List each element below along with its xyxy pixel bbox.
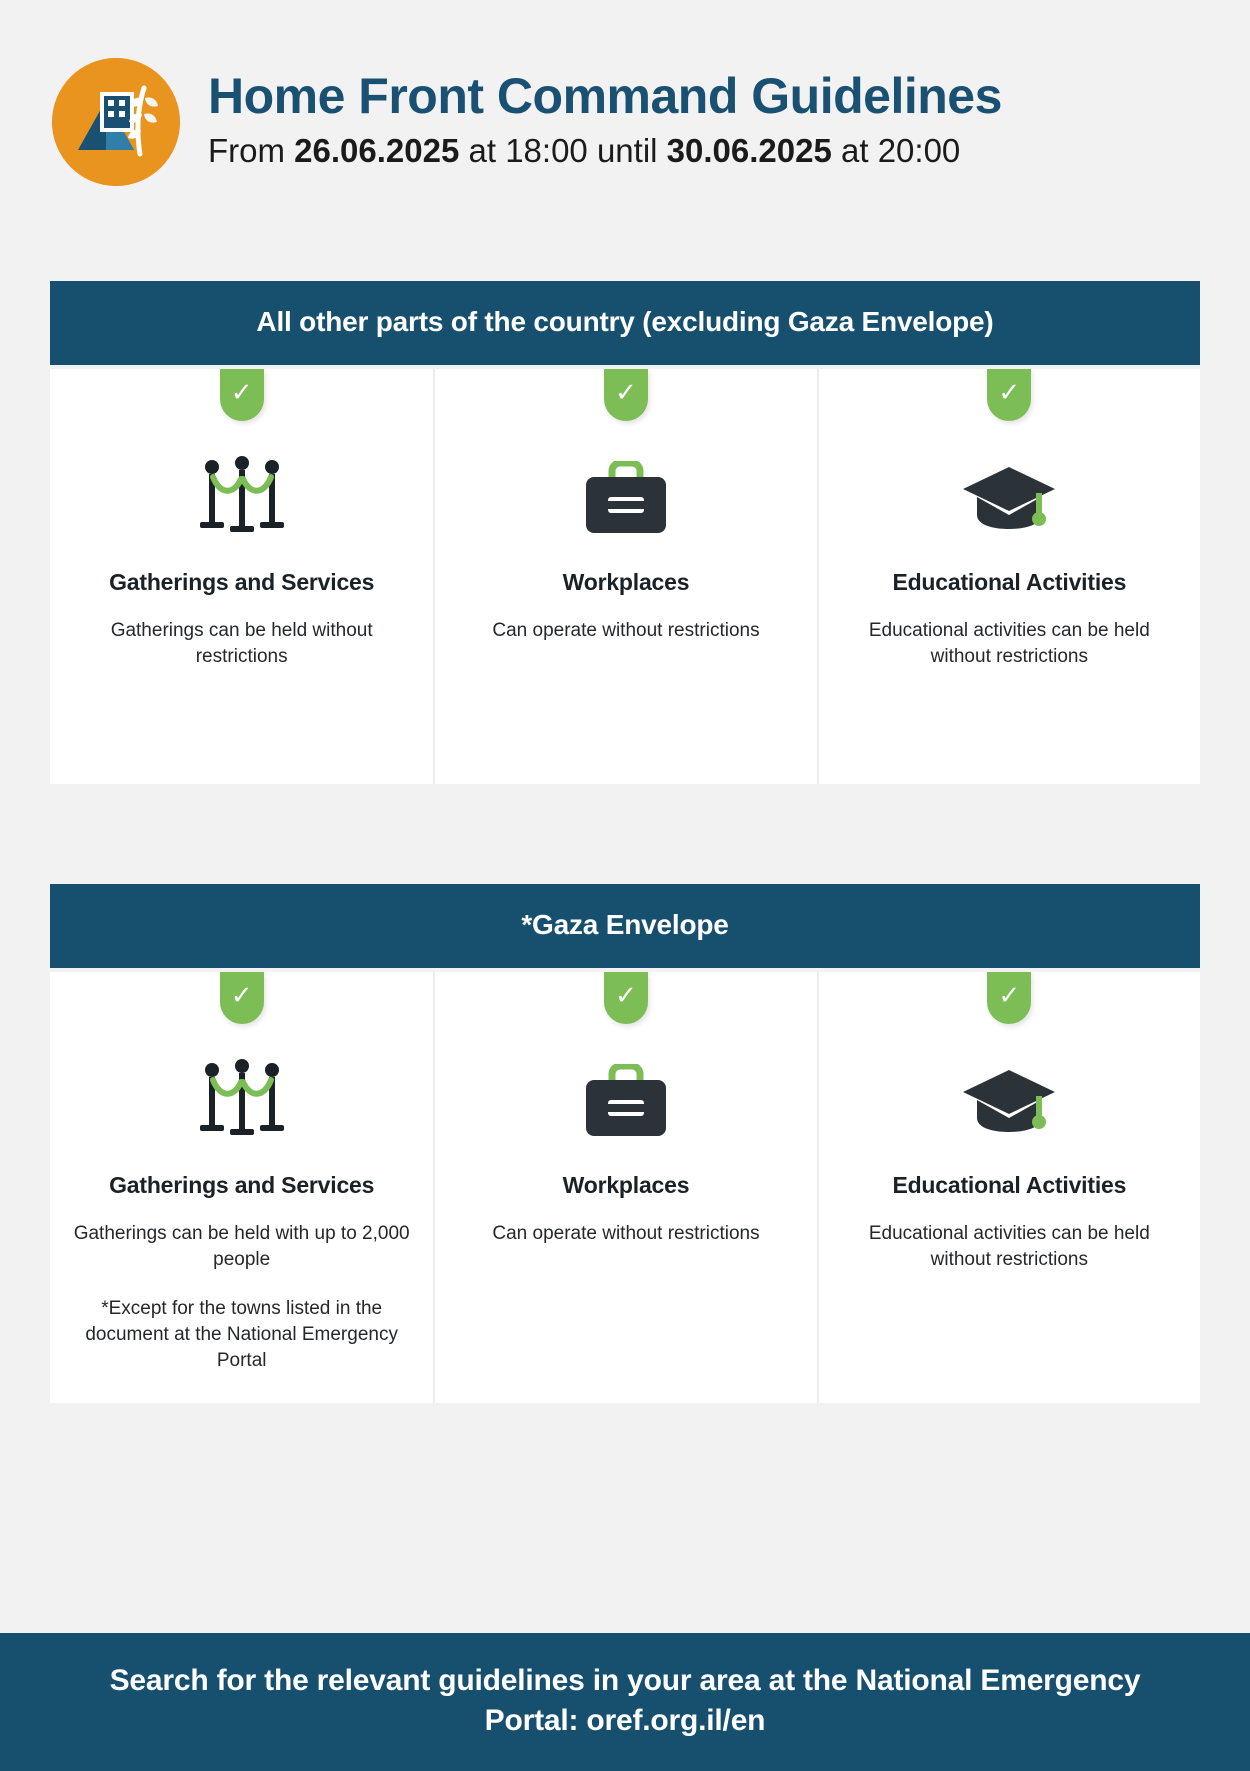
card-title: Educational Activities (892, 569, 1127, 595)
check-icon: ✓ (615, 980, 637, 1010)
check-icon: ✓ (998, 377, 1021, 407)
validity-period (208, 132, 1002, 170)
footer-portal-note: Search for the relevant guidelines in your area at the National Emergency Portal: oref.org.il/en (0, 1633, 1250, 1771)
card-footnote: *Except for the towns listed in the document at the National Emergency Portal (85, 1298, 398, 1371)
card-description: Can operate without restrictions (492, 620, 760, 641)
card-description: Educational activities can be held without restrictions (868, 1223, 1150, 1270)
card-description: Educational activities can be held without restrictions (868, 620, 1150, 667)
validity-from-date: 26.06.2025 (294, 131, 460, 169)
card-title: Educational Activities (892, 1172, 1127, 1198)
status-badge-permitted (220, 972, 264, 1024)
section-banner: *Gaza Envelope (50, 884, 1200, 968)
card-educational-activities (817, 369, 1200, 784)
card-title: Gatherings and Services (109, 1172, 375, 1198)
graduation-cap-icon (841, 451, 1178, 547)
section-gaza-envelope (50, 884, 1200, 1403)
validity-to-date: 30.06.2025 (666, 131, 832, 169)
home-front-command-emblem-icon (52, 58, 180, 186)
card-gatherings-and-services (50, 972, 433, 1403)
graduation-cap-icon (841, 1054, 1178, 1150)
status-badge-permitted (220, 369, 264, 421)
check-icon: ✓ (230, 377, 253, 407)
briefcase-icon (457, 1054, 794, 1150)
card-row (50, 972, 1200, 1403)
status-badge-permitted (604, 972, 648, 1024)
section-banner: All other parts of the country (excluding Gaza Envelope) (50, 281, 1200, 365)
stanchion-rope-icon (72, 1054, 411, 1150)
card-title: Workplaces (562, 569, 690, 595)
section-all-other-parts (50, 281, 1200, 784)
status-badge-permitted (604, 369, 648, 421)
validity-prefix: From (208, 131, 295, 169)
check-icon: ✓ (615, 377, 637, 407)
status-badge-permitted (987, 369, 1031, 421)
card-description: Can operate without restrictions (492, 1223, 760, 1244)
briefcase-icon (457, 451, 794, 547)
page-title: Home Front Command Guidelines (208, 67, 1002, 124)
validity-mid: at 18:00 until (459, 131, 667, 169)
card-description: Gatherings can be held with up to 2,000 people (73, 1223, 410, 1270)
check-icon: ✓ (998, 980, 1021, 1010)
card-workplaces (433, 972, 816, 1403)
card-educational-activities (817, 972, 1200, 1403)
card-gatherings-and-services (50, 369, 433, 784)
header (0, 0, 1250, 186)
card-title: Gatherings and Services (109, 569, 375, 595)
card-description: Gatherings can be held without restrictions (110, 620, 373, 667)
card-row (50, 369, 1200, 784)
stanchion-rope-icon (72, 451, 411, 547)
card-workplaces (433, 369, 816, 784)
card-title: Workplaces (562, 1172, 690, 1198)
status-badge-permitted (987, 972, 1031, 1024)
validity-suffix: at 20:00 (831, 131, 961, 169)
check-icon: ✓ (230, 980, 253, 1010)
